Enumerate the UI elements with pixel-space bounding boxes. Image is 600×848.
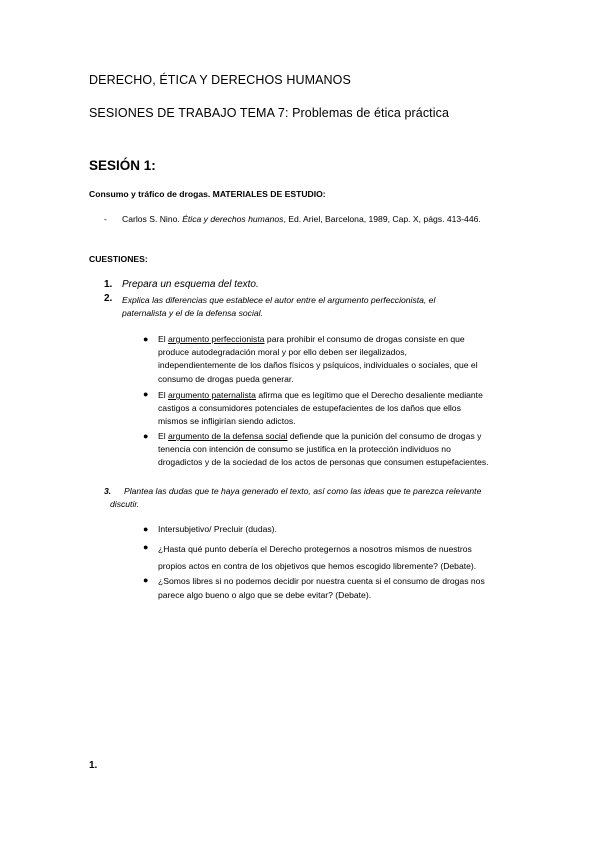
argument-paternalist-line-3: mismos se infligirían siendo adictos. [158, 416, 296, 427]
bullet-icon: ● [143, 575, 149, 585]
reference-rest: , Ed. Ariel, Barcelona, 1989, Cap. X, págs. 413-446. [283, 214, 481, 224]
argument-paternalist-line-1: afirma que es legítimo que el Derecho desaliente mediante [255, 390, 483, 400]
bullet-icon: ● [143, 431, 149, 441]
reference-dash: - [104, 214, 107, 224]
argument-social-defense-line-1: defiende que la punición del consumo de drogas y [287, 431, 482, 441]
argument-perfectionist-line-3: independientemente de los daños físicos y psíquicos, individuales o sociales, que el [158, 360, 478, 371]
doubt-2-line-2: propios actos en contra de los objetivos que hemos escogido libremente? (Debate). [158, 561, 477, 571]
question-1-text: Prepara un esquema del texto. [122, 279, 259, 290]
question-2-line-2: paternalista y el de la defensa social. [122, 308, 263, 318]
reference-citation [122, 213, 481, 226]
argument-article: El [158, 431, 169, 441]
document-subtitle: SESIONES DE TRABAJO TEMA 7: Problemas de ética práctica [89, 106, 450, 120]
doubt-2-line-1: ¿Hasta qué punto debería el Derecho protegernos a nosotros mismos de nuestros [158, 544, 472, 554]
doubt-3-line-2: parece algo bueno o algo que se debe evitar? (Debate). [158, 590, 372, 600]
bullet-icon: ● [143, 389, 149, 399]
doubt-3 [158, 574, 541, 602]
argument-article: El [158, 334, 169, 344]
page-number: 1. [89, 760, 98, 771]
question-1-number: 1. [104, 279, 113, 290]
question-2-text [122, 294, 435, 320]
materials-heading: Consumo y tráfico de drogas. MATERIALES DE ESTUDIO: [89, 189, 326, 199]
argument-paternalist-line-2: castigos a consumidores potenciales de estupefacientes de los daños que ellos [158, 403, 461, 414]
doubt-2 [158, 541, 541, 575]
question-2-line-1: Explica las diferencias que establece el autor entre el argumento perfeccionista, el [122, 295, 436, 305]
reference-book: Ética y derechos humanos [182, 214, 284, 224]
session-heading: SESIÓN 1: [89, 158, 156, 173]
argument-social-defense-line-3: drogadictos y de la sociedad de los actos de personas que consumen estupefacientes. [158, 457, 489, 468]
doubt-1: Intersubjetivo/ Precluir (dudas). [158, 524, 277, 534]
question-2-number: 2. [104, 293, 113, 304]
argument-social-defense [158, 430, 543, 470]
bullet-icon: ● [143, 334, 149, 344]
argument-social-defense-line-2: tenencia con intención de consumo se justifica en la protección individuos no [158, 444, 451, 455]
doubt-3-line-1: ¿Somos libres si no podemos decidir por nuestra cuenta si el consumo de drogas nos [158, 576, 485, 586]
question-3-number: 3. [104, 486, 112, 496]
bullet-icon: ● [143, 524, 149, 534]
argument-perfectionist-line-2: produce autodegradación moral y por ello deben ser ilegalizados, [158, 347, 407, 358]
questions-heading: CUESTIONES: [89, 254, 148, 264]
argument-article: El [158, 390, 169, 400]
argument-perfectionist-term: argumento perfeccionista [168, 334, 265, 344]
argument-paternalist [158, 389, 528, 429]
document-title: DERECHO, ÉTICA Y DERECHOS HUMANOS [89, 73, 351, 87]
argument-perfectionist-line-4: consumo de drogas pueda generar. [158, 373, 294, 384]
bullet-icon: ● [143, 542, 149, 552]
question-3-line-1: Plantea las dudas que te haya generado el texto, así como las ideas que te parezca relevante [124, 486, 482, 496]
question-3-line-2: discutir. [110, 499, 140, 509]
reference-author: Carlos S. Nino. [122, 214, 183, 224]
argument-social-defense-term: argumento de la defensa social [168, 431, 288, 441]
argument-perfectionist [158, 333, 528, 386]
argument-perfectionist-line-1: para prohibir el consumo de drogas consiste en que [264, 334, 465, 344]
argument-paternalist-term: argumento paternalista [168, 390, 256, 400]
